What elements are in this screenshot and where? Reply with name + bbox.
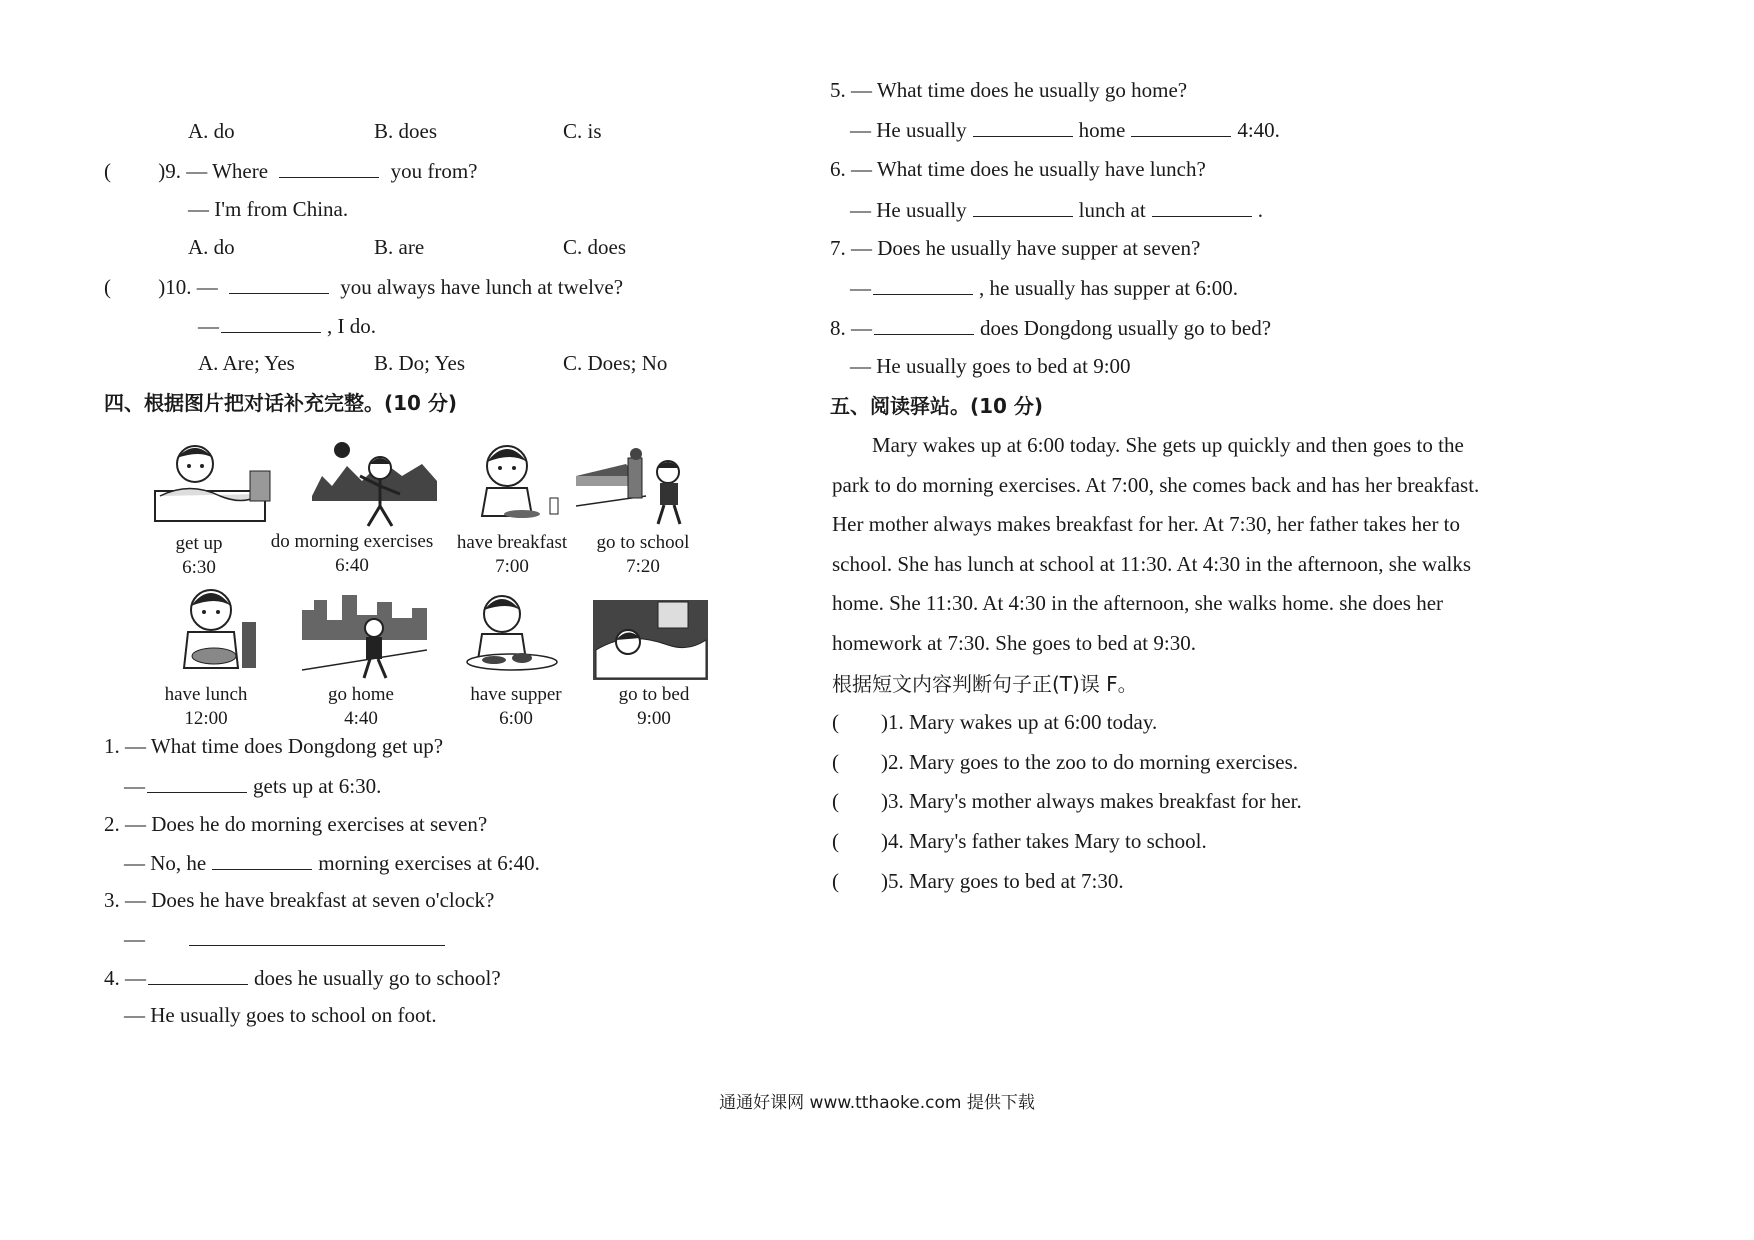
boy-waking-up-icon <box>150 436 275 531</box>
passage-line: Her mother always makes breakfast for her. At 7:30, her father takes her to <box>832 512 1461 536</box>
q9-option-a: A. do <box>188 235 235 259</box>
judge-instruction: 根据短文内容判断句子正(T)误 F。 <box>832 672 1138 696</box>
picture-caption: have lunch 12:00 <box>164 684 248 729</box>
d4-answer: — He usually goes to school on foot. <box>124 1003 437 1027</box>
answer-paren: ( <box>104 275 111 299</box>
d8-answer: — He usually goes to bed at 9:00 <box>850 354 1131 378</box>
judge-item: ( )2. Mary goes to the zoo to do morning exercises. <box>832 750 1298 774</box>
q8-option-c: C. is <box>563 119 602 143</box>
d6-blank-2[interactable] <box>1152 196 1252 217</box>
d4-blank[interactable] <box>148 964 248 985</box>
q10-option-b: B. Do; Yes <box>374 351 466 375</box>
q8-option-b: B. does <box>374 119 437 143</box>
d3-blank[interactable] <box>189 925 445 946</box>
passage-line: home. She 11:30. At 4:30 in the afternoon, she walks home. she does her <box>832 591 1444 615</box>
d5-question: 5. — What time does he usually go home? <box>830 78 1188 102</box>
d1-answer: — gets up at 6:30. <box>124 774 382 798</box>
q9-stem: )9. — Where <box>158 159 269 183</box>
picture-caption: have breakfast 7:00 <box>456 532 568 577</box>
answer-paren[interactable]: ( <box>832 829 839 853</box>
answer-paren[interactable]: ( <box>832 869 839 893</box>
answer-paren[interactable]: ( <box>832 750 839 774</box>
answer-paren[interactable]: ( <box>832 789 839 813</box>
d2-question: 2. — Does he do morning exercises at seven? <box>104 812 488 836</box>
page-footer: 通通好课网 www.tthaoke.com 提供下载 <box>719 1093 1035 1113</box>
section-5-title: 五、阅读驿站。(10 分) <box>830 394 1044 418</box>
passage-line: Mary wakes up at 6:00 today. She gets up quickly and then goes to the <box>872 433 1464 457</box>
passage-line: park to do morning exercises. At 7:00, she comes back and has her breakfast. <box>832 473 1480 497</box>
boy-supper-icon <box>452 590 577 685</box>
d5-answer: — He usually home 4:40. <box>850 118 1280 142</box>
answer-paren[interactable]: ( <box>832 710 839 734</box>
d1-blank[interactable] <box>147 772 247 793</box>
q8-option-a: A. do <box>188 119 235 143</box>
d8-question: 8. — does Dongdong usually go to bed? <box>830 316 1272 340</box>
judge-item: ( )3. Mary's mother always makes breakfast for her. <box>832 789 1302 813</box>
judge-item: ( )1. Mary wakes up at 6:00 today. <box>832 710 1158 734</box>
boy-breakfast-icon <box>452 436 577 531</box>
picture-caption: do morning exercises 6:40 <box>270 531 434 576</box>
d8-blank[interactable] <box>874 314 974 335</box>
boy-exercising-icon <box>312 436 437 531</box>
q9-blank[interactable] <box>279 157 379 178</box>
q9-question <box>104 157 477 184</box>
q9-option-c: C. does <box>563 235 626 259</box>
picture-caption: have supper 6:00 <box>470 684 562 729</box>
d2-answer: — No, he morning exercises at 6:40. <box>124 851 540 875</box>
q10-answer-blank[interactable] <box>221 312 321 333</box>
judge-item: ( )4. Mary's father takes Mary to school. <box>832 829 1207 853</box>
q10-answer: — , I do. <box>198 314 376 338</box>
q10-tail: you always have lunch at twelve? <box>340 275 624 299</box>
q10-stem: )10. — <box>158 275 218 299</box>
section-4-title: 四、根据图片把对话补充完整。(10 分) <box>104 391 458 415</box>
boy-eating-lunch-icon <box>156 582 281 677</box>
d6-blank-1[interactable] <box>973 196 1073 217</box>
d6-question: 6. — What time does he usually have lunch? <box>830 157 1206 181</box>
d3-question: 3. — Does he have breakfast at seven o'clock? <box>104 888 495 912</box>
answer-paren: ( <box>104 159 111 183</box>
d5-blank-2[interactable] <box>1131 116 1231 137</box>
q10-option-c: C. Does; No <box>563 351 668 375</box>
d7-answer: — , he usually has supper at 6:00. <box>850 276 1238 300</box>
q10-question <box>104 273 623 300</box>
picture-caption: get up 6:30 <box>175 533 223 578</box>
q9-answer: — I'm from China. <box>188 197 349 221</box>
d3-answer: — <box>124 925 451 952</box>
q10-option-a: A. Are; Yes <box>198 351 295 375</box>
judge-item: ( )5. Mary goes to bed at 7:30. <box>832 869 1124 893</box>
d2-blank[interactable] <box>212 849 312 870</box>
picture-caption: go home 4:40 <box>328 684 394 729</box>
boy-walking-home-icon <box>302 590 427 685</box>
passage-line: homework at 7:30. She goes to bed at 9:30. <box>832 631 1196 655</box>
d7-question: 7. — Does he usually have supper at seven? <box>830 236 1201 260</box>
picture-caption: go to bed 9:00 <box>618 684 690 729</box>
d6-answer: — He usually lunch at . <box>850 198 1263 222</box>
picture-caption: go to school 7:20 <box>596 532 690 577</box>
boy-walking-to-school-icon <box>576 436 701 531</box>
d7-blank[interactable] <box>873 274 973 295</box>
q9-tail: you from? <box>390 159 478 183</box>
q9-option-b: B. are <box>374 235 425 259</box>
d1-question: 1. — What time does Dongdong get up? <box>104 734 444 758</box>
d5-blank-1[interactable] <box>973 116 1073 137</box>
boy-sleeping-icon <box>588 590 713 685</box>
passage-line: school. She has lunch at school at 11:30. At 4:30 in the afternoon, she walks <box>832 552 1472 576</box>
d4-question: 4. — does he usually go to school? <box>104 966 501 990</box>
q10-blank[interactable] <box>229 273 329 294</box>
